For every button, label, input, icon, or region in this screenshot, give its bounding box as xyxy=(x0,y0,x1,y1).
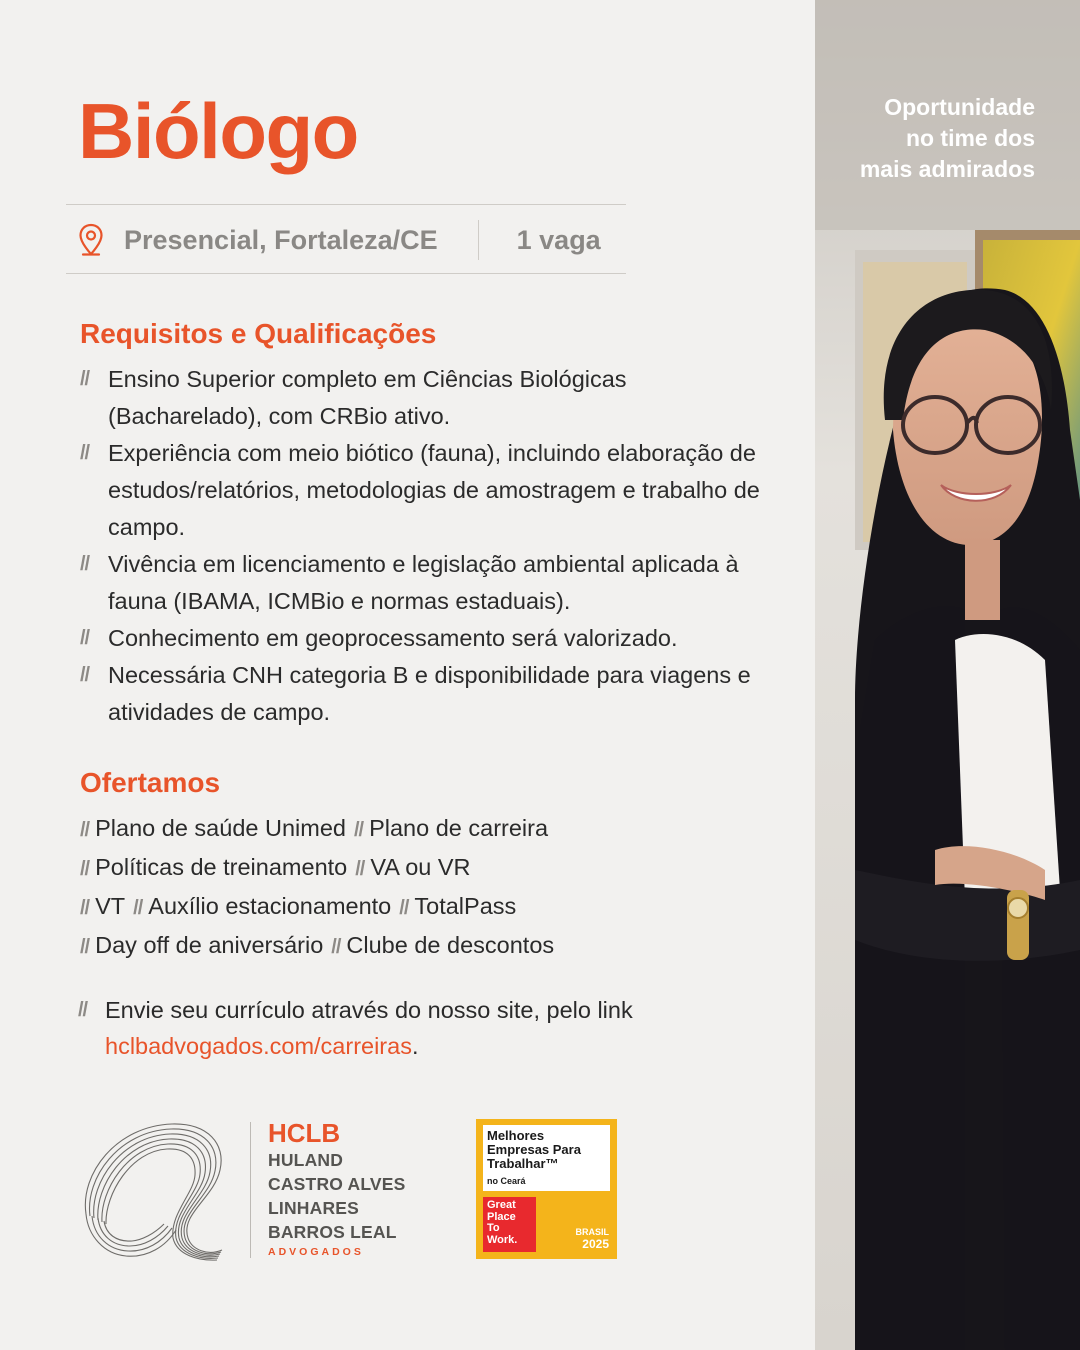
offers-row xyxy=(80,888,760,927)
tagline-line: Oportunidade xyxy=(884,94,1035,120)
apply-text: Envie seu currículo através do nosso site, pelo link xyxy=(105,997,633,1023)
location-pin-icon xyxy=(78,223,104,257)
job-meta xyxy=(78,218,601,262)
offers-row xyxy=(80,927,760,966)
gptw-logo-text xyxy=(487,1200,517,1246)
brand-name-line: BARROS LEAL xyxy=(268,1222,397,1242)
employee-photo xyxy=(815,0,1080,1350)
divider-bottom xyxy=(66,273,626,274)
double-slash-icon: // xyxy=(331,936,341,958)
gptw-word: To xyxy=(487,1222,500,1234)
badge-line: Trabalhar™ xyxy=(487,1156,559,1171)
meta-separator xyxy=(478,220,479,260)
double-slash-icon: // xyxy=(80,442,90,464)
brand-short-name: HCLB xyxy=(268,1118,341,1148)
list-item xyxy=(80,435,760,546)
offers-row xyxy=(80,849,760,888)
requirements-list xyxy=(80,361,760,731)
list-item xyxy=(80,657,760,731)
requirement-text: Experiência com meio biótico (fauna), incluindo elaboração de estudos/relatórios, metodologias de amostragem e trabalho de campo. xyxy=(108,440,760,540)
brand-name-line: CASTRO ALVES xyxy=(268,1174,406,1194)
brand-name-line: HULAND xyxy=(268,1150,344,1170)
brand-subtitle: ADVOGADOS xyxy=(268,1246,364,1258)
double-slash-icon: // xyxy=(80,936,90,958)
gptw-badge xyxy=(476,1119,617,1259)
offer-text: Clube de descontos xyxy=(346,932,555,958)
gptw-word: Place xyxy=(487,1210,516,1223)
job-location: Presencial, Fortaleza/CE xyxy=(124,224,438,255)
double-slash-icon: // xyxy=(80,664,90,686)
apply-suffix: . xyxy=(411,1033,419,1059)
list-item xyxy=(80,361,760,435)
hclb-logo-mark xyxy=(76,1118,236,1262)
double-slash-icon: // xyxy=(353,819,364,841)
portrait-illustration xyxy=(815,0,1080,1350)
logo-divider xyxy=(250,1122,251,1258)
double-slash-icon: // xyxy=(80,368,90,390)
badge-year: 2025 xyxy=(582,1237,609,1251)
offers-title: Ofertamos xyxy=(80,767,221,798)
double-slash-icon: // xyxy=(133,897,143,919)
careers-link[interactable]: hclbadvogados.com/carreiras xyxy=(105,1033,412,1059)
offer-text: Day off de aniversário xyxy=(95,932,324,958)
double-slash-icon: // xyxy=(80,819,90,841)
hclb-brand xyxy=(268,1118,406,1258)
double-slash-icon: // xyxy=(80,897,90,919)
job-title: Biólogo xyxy=(78,87,358,175)
requirement-text: Necessária CNH categoria B e disponibilidade para viagens e atividades de campo. xyxy=(108,662,751,725)
offers-list xyxy=(80,810,760,966)
badge-line: Melhores xyxy=(487,1128,545,1143)
requirement-text: Vivência em licenciamento e legislação ambiental aplicada à fauna (IBAMA, ICMBio e normas estaduais). xyxy=(108,551,739,614)
tagline-line: no time dos xyxy=(905,125,1035,151)
requirements-title: Requisitos e Qualificações xyxy=(80,318,437,349)
badge-country-year xyxy=(576,1227,610,1251)
list-item xyxy=(80,546,760,620)
brand-name-line: LINHARES xyxy=(268,1198,360,1218)
badge-line: Empresas Para xyxy=(487,1142,581,1157)
apply-instructions xyxy=(78,992,778,1064)
offer-text: TotalPass xyxy=(414,893,517,919)
offer-text: Plano de saúde Unimed xyxy=(95,815,346,841)
offer-text: Plano de carreira xyxy=(369,815,549,841)
list-item xyxy=(80,620,760,657)
double-slash-icon: // xyxy=(80,627,90,649)
requirement-text: Ensino Superior completo em Ciências Biológicas (Bacharelado), com CRBio ativo. xyxy=(108,366,627,429)
double-slash-icon: // xyxy=(80,553,90,575)
double-slash-icon: // xyxy=(80,858,90,880)
apply-text-row xyxy=(78,992,778,1064)
offer-text: VT xyxy=(95,893,126,919)
gptw-badge-title xyxy=(487,1129,581,1171)
offer-text: Auxílio estacionamento xyxy=(148,893,392,919)
gptw-word: Great xyxy=(487,1199,516,1211)
requirement-text: Conhecimento em geoprocessamento será valorizado. xyxy=(108,625,678,651)
double-slash-icon: // xyxy=(355,858,365,880)
gptw-word: Work. xyxy=(487,1233,518,1246)
tagline-line: mais admirados xyxy=(859,156,1035,182)
double-slash-icon: // xyxy=(78,999,88,1021)
divider-top xyxy=(66,204,626,205)
job-openings: 1 vaga xyxy=(516,224,601,255)
offers-row xyxy=(80,810,760,849)
offer-text: Políticas de treinamento xyxy=(95,854,348,880)
offer-text: VA ou VR xyxy=(370,854,471,880)
gptw-logo xyxy=(483,1197,536,1252)
badge-country: BRASIL xyxy=(575,1227,609,1237)
double-slash-icon: // xyxy=(399,897,409,919)
badge-region: no Ceará xyxy=(487,1176,526,1186)
gptw-badge-header xyxy=(483,1125,610,1191)
photo-tagline xyxy=(860,92,1035,185)
